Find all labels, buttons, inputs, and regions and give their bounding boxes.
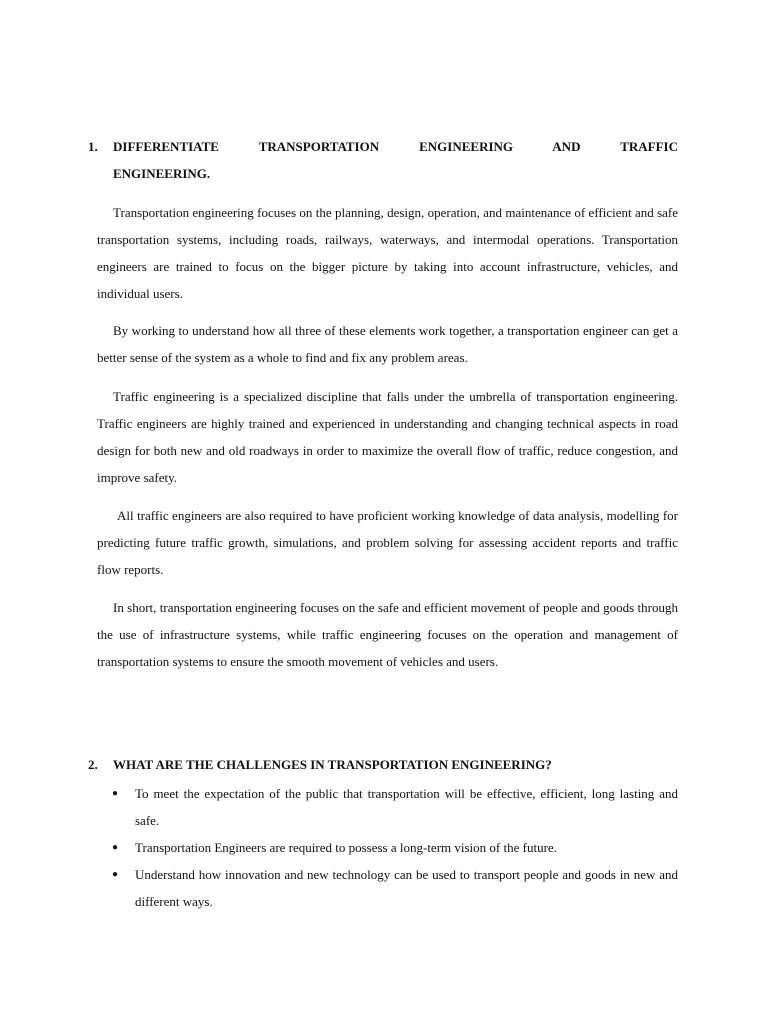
section-2-heading [88,751,678,778]
bullet-icon: ● [112,788,119,799]
paragraph-text: Traffic engineering is a specialized discipline that falls under the umbrella of transportation engineering. Traffic engineers are highly trained and experienced in understanding and changing technical aspects in road design for both new and old roadways in order to maximize the overall flow of traffic, reduce congestion, and improve safety. [97,389,678,485]
paragraph-text: All traffic engineers are also required to have proficient working knowledge of data analysis, modelling for predicting future traffic growth, simulations, and problem solving for assessing accident reports and traffic flow reports. [97,508,678,577]
paragraph-text: In short, transportation engineering focuses on the safe and efficient movement of people and goods through the use of infrastructure systems, while traffic engineering focuses on the operation and management of transportation systems to ensure the smooth movement of vehicles and users. [97,600,678,669]
bullet-icon: ● [112,842,119,853]
list-item-text: Transportation Engineers are required to possess a long-term vision of the future. [135,840,557,855]
paragraph [97,594,678,675]
paragraph [97,502,678,583]
paragraph-text: Transportation engineering focuses on the planning, design, operation, and maintenance of efficient and safe transportation systems, including roads, railways, waterways, and intermodal operations. Transportation engineers are trained to focus on the bigger picture by taking into account infrastructure, vehicles, and individual users. [97,205,678,301]
list-item [112,834,678,861]
list-item-text: Understand how innovation and new technology can be used to transport people and goods in new and different ways. [135,867,678,909]
section-1-number: 1. [88,139,98,154]
bullet-icon: ● [112,869,119,880]
paragraph-text: By working to understand how all three of these elements work together, a transportation engineer can get a better sense of the system as a whole to find and fix any problem areas. [97,323,678,365]
section-2-heading-text: WHAT ARE THE CHALLENGES IN TRANSPORTATION ENGINEERING? [113,757,552,772]
section-1-heading-line-2: ENGINEERING. [113,166,211,181]
paragraph [97,317,678,371]
paragraph [97,199,678,307]
challenges-list [112,780,678,915]
paragraph [97,383,678,491]
section-1-heading-line-1: DIFFERENTIATE TRANSPORTATION ENGINEERING AND TRAFFIC [113,139,678,154]
list-item [112,780,678,834]
section-1-heading [88,133,678,187]
section-2-number: 2. [88,757,98,772]
section-1-heading-text [113,133,678,187]
list-item-text: To meet the expectation of the public that transportation will be effective, efficient, long lasting and safe. [135,786,678,828]
list-item [112,861,678,915]
